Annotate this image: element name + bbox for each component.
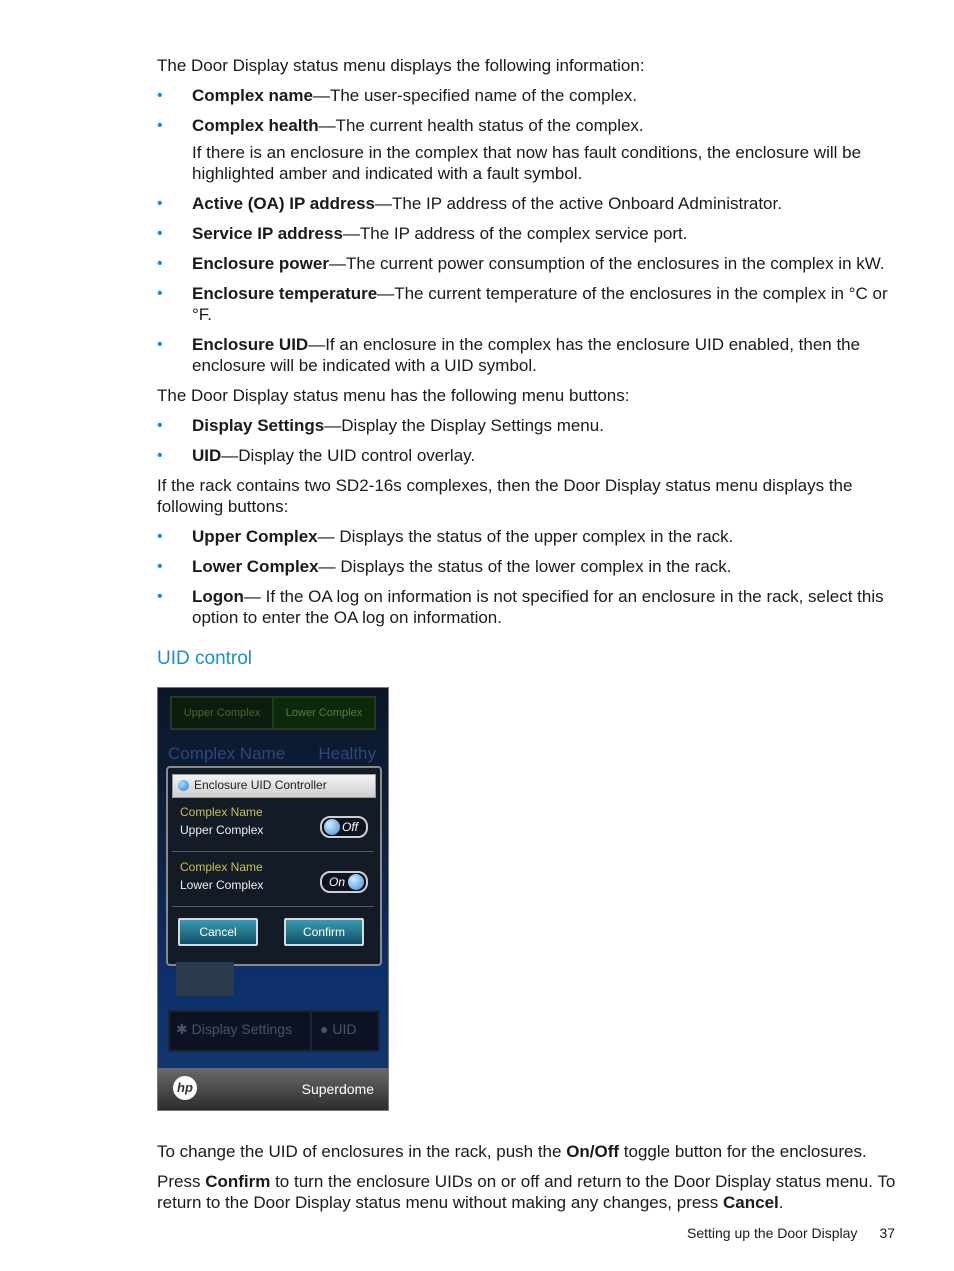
dialog-title: Enclosure UID Controller xyxy=(194,778,327,792)
term: Enclosure UID xyxy=(192,335,309,354)
desc: —The IP address of the complex service port. xyxy=(342,224,688,243)
term: Active (OA) IP address xyxy=(192,194,375,213)
dialog-header xyxy=(172,774,376,798)
list-item xyxy=(157,115,899,184)
divider xyxy=(172,851,374,852)
desc: —Display the UID control overlay. xyxy=(221,446,476,465)
hp-logo: hp xyxy=(173,1076,197,1100)
bullet: • xyxy=(157,417,163,434)
term: Enclosure temperature xyxy=(192,284,378,303)
term: Enclosure power xyxy=(192,254,329,273)
term: Complex name xyxy=(192,86,313,105)
term: Complex health xyxy=(192,116,319,135)
complex-tabs xyxy=(170,696,376,730)
page-footer xyxy=(687,1223,895,1244)
desc: — Displays the status of the lower complex in the rack. xyxy=(318,557,732,576)
bottom-menu-bar xyxy=(168,1010,380,1052)
intro-paragraph: The Door Display status menu has the following menu buttons: xyxy=(157,386,630,405)
term: Logon xyxy=(192,587,244,606)
desc: —If an enclosure in the complex has the enclosure UID enabled, then the enclosure will be indicated with a UID symbol. xyxy=(192,335,861,375)
complex-name: Complex Name xyxy=(180,805,263,819)
bullet: • xyxy=(157,195,163,212)
term: Confirm xyxy=(205,1172,271,1191)
list-item xyxy=(157,445,899,466)
device-footer xyxy=(158,1068,388,1110)
term: Upper Complex xyxy=(192,527,318,546)
complex-list xyxy=(157,526,899,628)
bullet: • xyxy=(157,558,163,575)
background-complex-name: Complex Name xyxy=(168,744,286,763)
desc: —The current temperature of the enclosures in the complex in °C or °F. xyxy=(192,284,888,324)
tab-upper-complex[interactable]: Upper Complex xyxy=(171,697,273,729)
page-number: 37 xyxy=(879,1225,896,1241)
divider xyxy=(172,906,374,907)
bullet: • xyxy=(157,225,163,242)
term: UID xyxy=(192,446,222,465)
rack-graphic xyxy=(176,962,234,996)
list-item xyxy=(157,526,899,547)
list-item xyxy=(157,223,899,244)
desc: —The IP address of the active Onboard Administrator. xyxy=(374,194,782,213)
text: toggle button for the enclosures. xyxy=(619,1142,867,1161)
text: To change the UID of enclosures in the rack, push the xyxy=(157,1142,567,1161)
desc: —The current health status of the complex. xyxy=(318,116,644,135)
bullet: • xyxy=(157,117,163,134)
list-item xyxy=(157,193,899,214)
toggle-label: On xyxy=(329,875,346,889)
footer-title: Setting up the Door Display xyxy=(687,1225,858,1241)
cancel-button[interactable]: Cancel xyxy=(178,918,258,946)
complex-label: Lower Complex xyxy=(180,878,264,892)
list-item xyxy=(157,334,899,376)
section-heading: UID control xyxy=(157,648,253,669)
display-settings-button[interactable] xyxy=(170,1012,312,1050)
toggle-knob xyxy=(324,819,340,835)
lower-uid-toggle[interactable] xyxy=(320,871,368,893)
list-item xyxy=(157,556,899,577)
list-item xyxy=(157,253,899,274)
bullet: • xyxy=(157,588,163,605)
intro-paragraph: The Door Display status menu displays the following information: xyxy=(157,56,645,75)
desc: — If the OA log on information is not specified for an enclosure in the rack, select this option to enter the OA log on information. xyxy=(192,587,884,627)
closing-paragraph-1 xyxy=(157,1141,899,1162)
term: On/Off xyxy=(566,1142,620,1161)
display-settings-label: Display Settings xyxy=(191,1021,293,1037)
desc: — Displays the status of the upper complex in the rack. xyxy=(317,527,734,546)
bullet: • xyxy=(157,336,163,353)
list-item xyxy=(157,415,899,436)
term: Service IP address xyxy=(192,224,343,243)
closing-paragraph-2 xyxy=(157,1171,899,1213)
upper-uid-toggle[interactable] xyxy=(320,816,368,838)
info-list xyxy=(157,85,899,376)
toggle-label: Off xyxy=(341,820,358,834)
brand-label: Superdome xyxy=(301,1081,374,1097)
complex-name: Complex Name xyxy=(180,860,263,874)
desc: —Display the Display Settings menu. xyxy=(324,416,604,435)
text: to turn the enclosure UIDs on or off and return to the Door Display status menu. To return to the Door Display status menu without making any changes, press xyxy=(157,1172,896,1212)
term: Display Settings xyxy=(192,416,325,435)
list-item xyxy=(157,586,899,628)
tab-lower-complex[interactable]: Lower Complex xyxy=(273,697,375,729)
uid-label: UID xyxy=(332,1021,357,1037)
complex-label: Upper Complex xyxy=(180,823,264,837)
uid-row-lower xyxy=(172,853,374,907)
toggle-knob xyxy=(348,874,364,890)
list-item xyxy=(157,283,899,325)
confirm-button[interactable]: Confirm xyxy=(284,918,364,946)
term: Cancel xyxy=(723,1193,779,1212)
intro-paragraph: If the rack contains two SD2-16s complexes, then the Door Display status menu displays the following buttons: xyxy=(157,476,853,516)
uid-indicator-icon xyxy=(178,780,189,791)
sub-paragraph: If there is an enclosure in the complex that now has fault conditions, the enclosure will be highlighted amber and indicated with a fault symbol. xyxy=(192,143,862,183)
gear-icon: ✱ xyxy=(176,1021,188,1037)
uid-icon: ● xyxy=(320,1021,329,1037)
bullet: • xyxy=(157,87,163,104)
term: Lower Complex xyxy=(192,557,319,576)
text: . xyxy=(778,1193,784,1212)
uid-row-upper xyxy=(172,798,374,852)
uid-button[interactable] xyxy=(312,1012,378,1050)
bullet: • xyxy=(157,255,163,272)
desc: —The current power consumption of the enclosures in the complex in kW. xyxy=(328,254,885,273)
uid-control-screenshot xyxy=(157,687,389,1111)
background-health-status: Healthy xyxy=(318,744,376,763)
document-body xyxy=(157,55,899,1222)
bullet: • xyxy=(157,285,163,302)
uid-controller-dialog xyxy=(166,766,382,966)
text: Press xyxy=(157,1172,206,1191)
button-list xyxy=(157,415,899,466)
bullet: • xyxy=(157,528,163,545)
desc: —The user-specified name of the complex. xyxy=(312,86,638,105)
bullet: • xyxy=(157,447,163,464)
list-item xyxy=(157,85,899,106)
